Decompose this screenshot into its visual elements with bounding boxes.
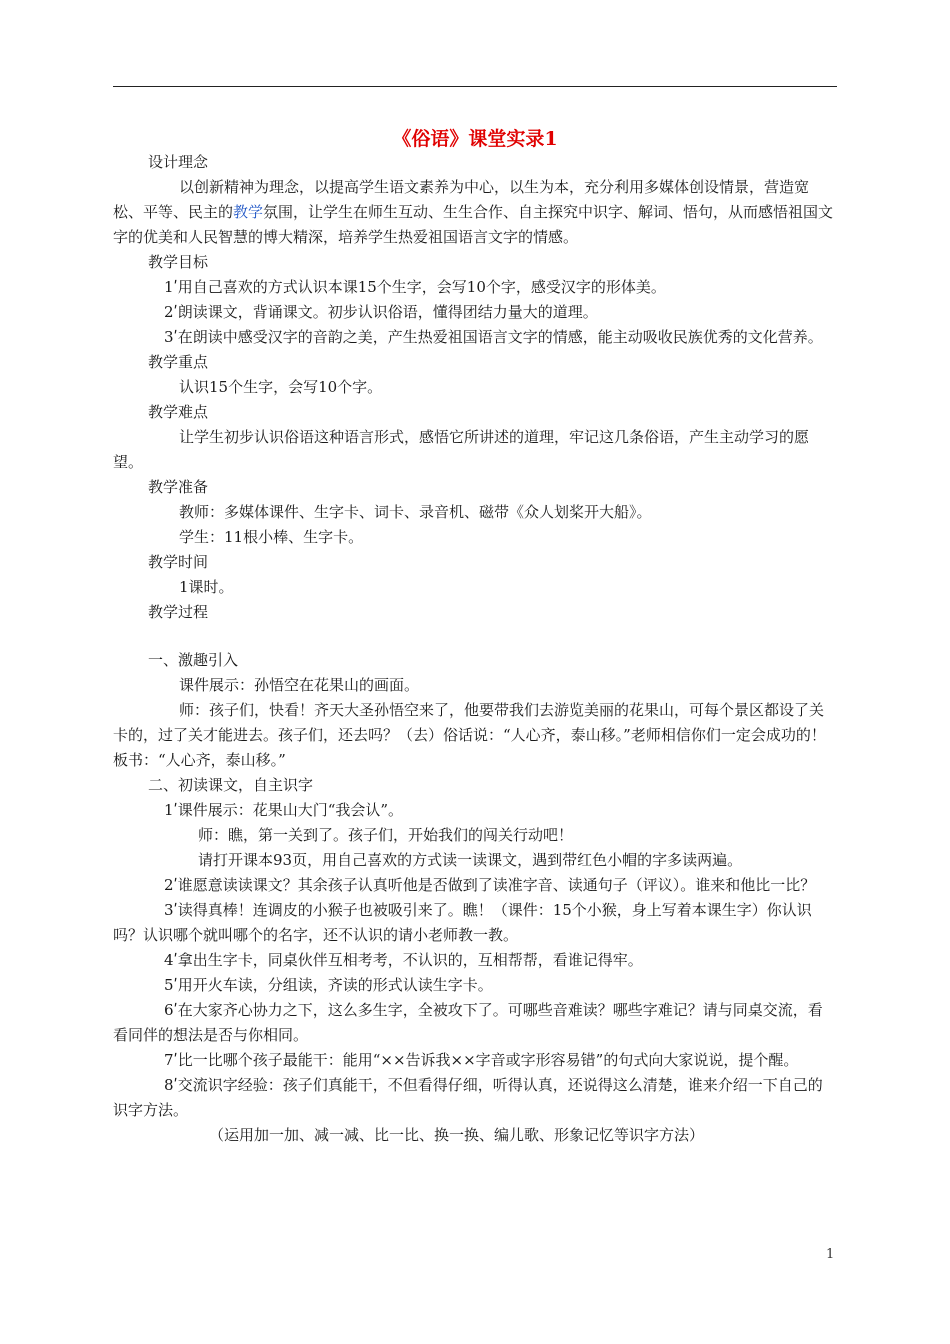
blank-line	[113, 625, 837, 648]
goal-item-2: 2ʹ朗读课文，背诵课文。初步认识俗语，懂得团结力量大的道理。	[164, 303, 598, 321]
difficulty-heading: 教学难点	[148, 403, 209, 421]
section2-heading: 二、初读课文，自主识字	[148, 776, 314, 794]
section2-step1: 1ʹ课件展示：花果山大门“我会认”。	[164, 801, 404, 819]
difficulty-text: 让学生初步认识俗语这种语言形式，感悟它所讲述的道理，牢记这几条俗语，产生主动学习的愿望。	[113, 428, 810, 471]
design-heading: 设计理念	[148, 153, 209, 171]
design-paragraph	[113, 175, 837, 250]
key-points-heading: 教学重点	[148, 353, 209, 371]
section2-step1-open: 请打开课本93页，用自己喜欢的方式读一读课文，遇到带红色小帽的字多读两遍。	[198, 851, 743, 869]
section2-step5: 5ʹ用开火车读，分组读，齐读的形式认读生字卡。	[164, 976, 493, 994]
time-text: 1课时。	[179, 578, 234, 596]
section2-step8: 8ʹ交流识字经验：孩子们真能干，不但看得仔细，听得认真，还说得这么清楚，谁来介绍一下自己的识字方法。	[113, 1076, 823, 1119]
document-title: 《俗语》课堂实录1	[392, 128, 558, 150]
page-number: 1	[826, 1247, 835, 1262]
preparation-teacher: 教师：多媒体课件、生字卡、词卡、录音机、磁带《众人划桨开大船》。	[179, 503, 652, 521]
section2-step1-teacher: 师：瞧，第一关到了。孩子们，开始我们的闯关行动吧！	[198, 826, 574, 844]
section2-step3: 3ʹ读得真棒！连调皮的小猴子也被吸引来了。瞧！（课件：15个小猴，身上写着本课生字）你认识吗？认识哪个就叫哪个的名字，还不认识的请小老师教一教。	[113, 901, 812, 944]
design-text-a: 以创新精神为理念，以提高学生语文素养为中心，以生为本，充分利用多媒体创设情景，营造宽松、平等、民主的	[113, 178, 810, 221]
key-points-text: 认识15个生字，会写10个字。	[179, 378, 383, 396]
section2-step7: 7ʹ比一比哪个孩子最能干：能用“××告诉我××字音或字形容易错”的句式向大家说说，提个醒。	[164, 1051, 799, 1069]
section2-step6: 6ʹ在大家齐心协力之下，这么多生字，全被攻下了。可哪些音难读？哪些字难记？请与同桌交流，看看同伴的想法是否与你相同。	[113, 1001, 823, 1044]
document-body	[113, 150, 837, 1148]
preparation-heading: 教学准备	[148, 478, 209, 496]
section2-step2: 2ʹ谁愿意读读课文？其余孩子认真听他是否做到了读准字音、读通句子（评议）。谁来和他比一比？	[164, 876, 816, 894]
goals-heading: 教学目标	[148, 253, 209, 271]
section1-courseware: 课件展示：孙悟空在花果山的画面。	[179, 676, 420, 694]
time-heading: 教学时间	[148, 553, 209, 571]
goal-item-3: 3ʹ在朗读中感受汉字的音韵之美，产生热爱祖国语言文字的情感，能主动吸收民族优秀的文化营养。	[164, 328, 823, 346]
section2-note: （运用加一加、减一减、比一比、换一换、编儿歌、形象记忆等识字方法）	[209, 1126, 705, 1144]
section1-teacher: 师：孩子们，快看！齐天大圣孙悟空来了，他要带我们去游览美丽的花果山，可每个景区都设了关卡的，过了关才能进去。孩子们，还去吗？（去）俗话说：“人心齐，泰山移。”老师相信你们一定会成功的！板书：“人心齐，泰山移。”	[113, 701, 826, 769]
section1-heading: 一、激趣引入	[148, 651, 239, 669]
teaching-link[interactable]: 教学	[233, 203, 264, 221]
design-text-b: 氛围，让学生在师生互动、生生合作、自主探究中识字、解词、悟句，从而感悟祖国文字的优美和人民智慧的博大精深，培养学生热爱祖国语言文字的情感。	[113, 203, 834, 246]
goal-item-1: 1ʹ用自己喜欢的方式认识本课15个生字，会写10个字，感受汉字的形体美。	[164, 278, 666, 296]
header-rule	[113, 86, 837, 87]
process-heading: 教学过程	[148, 603, 209, 621]
preparation-student: 学生：11根小棒、生字卡。	[179, 528, 364, 546]
section2-step4: 4ʹ拿出生字卡，同桌伙伴互相考考，不认识的，互相帮帮，看谁记得牢。	[164, 951, 643, 969]
